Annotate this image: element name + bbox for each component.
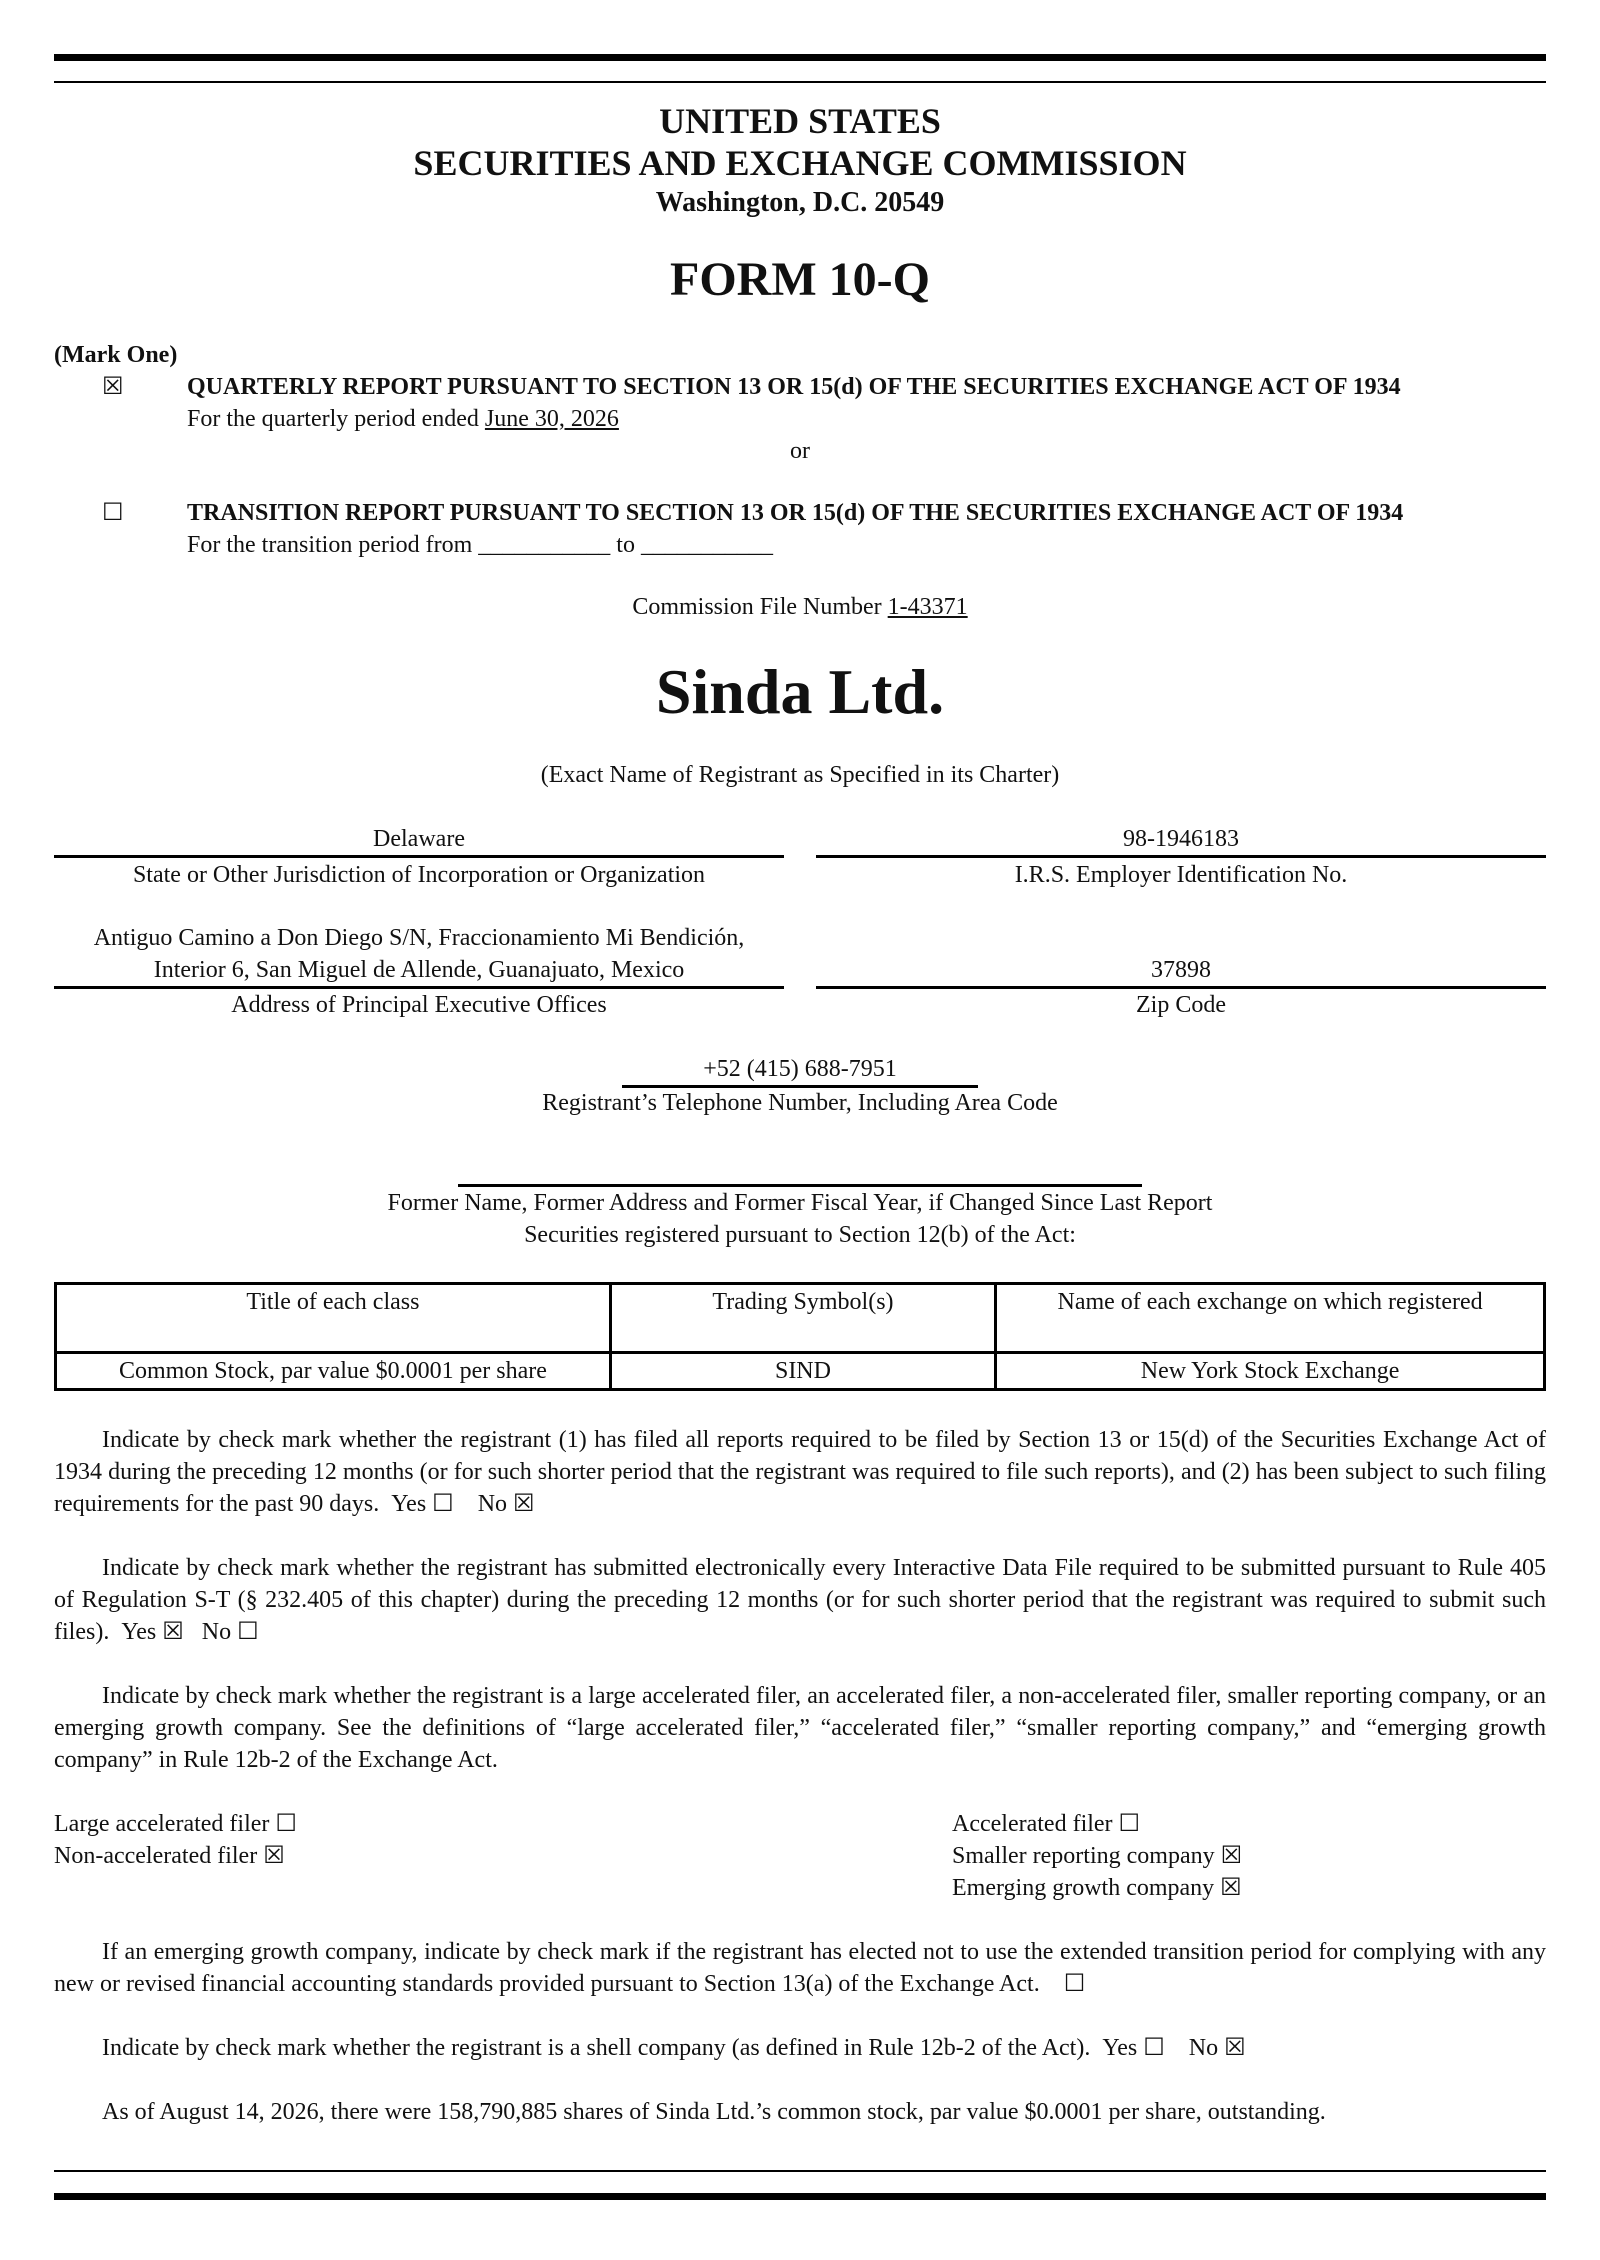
state-underline: [54, 855, 784, 858]
quarterly-checkbox[interactable]: ☒: [102, 374, 124, 400]
yes-checkbox[interactable]: Yes ☐: [391, 1491, 454, 1517]
ein-value: 98-1946183: [1123, 826, 1239, 852]
emerging-growth-company[interactable]: Emerging growth company ☒: [952, 1875, 1242, 1901]
commission-number: 1-43371: [887, 594, 968, 620]
paragraph-text: Indicate by check mark whether the registrant has submitted electronically every Interactive Data File required to be submitted pursuant to Rule 405 of Regulation S-T (§ 232.405 of this chapter) during the preceding 12 months (or for such shorter period that the registrant was required to submit such files).: [54, 1555, 1546, 1645]
paragraph-shares-outstanding: [54, 2096, 1546, 2128]
commission-prefix: Commission File Number: [632, 594, 888, 620]
no-checkbox[interactable]: No ☐: [201, 1619, 259, 1645]
registrant-name: Sinda Ltd.: [655, 656, 945, 727]
bottom-thin-rule: [54, 2170, 1546, 2172]
smaller-reporting-company[interactable]: Smaller reporting company ☒: [952, 1843, 1243, 1869]
address-underline: [54, 986, 784, 989]
header-line2: SECURITIES AND EXCHANGE COMMISSION: [413, 143, 1187, 183]
paragraph-filer-type: [54, 1680, 1546, 1776]
zip-value: 37898: [1151, 957, 1211, 983]
address-line2: Interior 6, San Miguel de Allende, Guanajuato, Mexico: [153, 957, 685, 983]
securities-table: [54, 1282, 1546, 1391]
top-thin-rule: [54, 81, 1546, 83]
zip-underline: [816, 986, 1546, 989]
paragraph-transition-election: [54, 1936, 1546, 2000]
phone-caption: Registrant’s Telephone Number, Including Area Code: [542, 1090, 1058, 1116]
quarterly-period-prefix: For the quarterly period ended: [187, 406, 485, 432]
header-line1: UNITED STATES: [659, 101, 941, 141]
no-checkbox[interactable]: No ☒: [477, 1491, 535, 1517]
no-checkbox[interactable]: No ☒: [1188, 2035, 1246, 2061]
registrant-name-caption: (Exact Name of Registrant as Specified in its Charter): [540, 762, 1060, 788]
quarterly-period-line: [187, 404, 619, 434]
paragraph-periodic-reports: [54, 1424, 1546, 1520]
paragraph-text: As of August 14, 2026, there were 158,790,885 shares of Sinda Ltd.’s common stock, par value $0.0001 per share, outstanding.: [102, 2099, 1326, 2125]
state-of-incorporation: Delaware: [373, 826, 465, 852]
phone-number: +52 (415) 688-7951: [703, 1056, 897, 1082]
zip-caption: Zip Code: [1136, 992, 1226, 1018]
table-header-row: [56, 1284, 1545, 1353]
table-cell: SIND: [610, 1353, 995, 1390]
form-title: FORM 10-Q: [670, 253, 930, 306]
transition-report-title: TRANSITION REPORT PURSUANT TO SECTION 13 OR 15(d) OF THE SECURITIES EXCHANGE ACT OF 1934: [187, 500, 1404, 526]
transition-election-checkbox[interactable]: ☐: [1063, 1971, 1086, 1997]
table-header-cell: Trading Symbol(s): [610, 1284, 995, 1353]
ein-underline: [816, 855, 1546, 858]
header-line3: Washington, D.C. 20549: [655, 187, 945, 218]
mark-one-label: (Mark One): [54, 342, 178, 368]
table-cell: Common Stock, par value $0.0001 per share: [56, 1353, 611, 1390]
quarterly-report-title: QUARTERLY REPORT PURSUANT TO SECTION 13 OR 15(d) OF THE SECURITIES EXCHANGE ACT OF 1934: [187, 374, 1401, 400]
transition-checkbox[interactable]: ☐: [102, 500, 124, 526]
commission-file-number: [0, 592, 1600, 622]
yes-checkbox[interactable]: Yes ☐: [1102, 2035, 1165, 2061]
or-separator: or: [790, 438, 810, 464]
transition-period-line: For the transition period from ___________ to ___________: [187, 532, 773, 558]
yes-checkbox[interactable]: Yes ☒: [121, 1619, 184, 1645]
bottom-thick-rule: [54, 2193, 1546, 2200]
table-cell: New York Stock Exchange: [996, 1353, 1545, 1390]
paragraph-interactive-data: [54, 1552, 1546, 1648]
paragraph-text: Indicate by check mark whether the registrant is a shell company (as defined in Rule 12b-2 of the Act).: [102, 2035, 1091, 2061]
large-accelerated-filer[interactable]: Large accelerated filer ☐: [54, 1811, 297, 1837]
non-accelerated-filer[interactable]: Non-accelerated filer ☒: [54, 1843, 285, 1869]
quarterly-period-date: June 30, 2026: [484, 406, 619, 432]
table-row: [56, 1353, 1545, 1390]
address-caption: Address of Principal Executive Offices: [231, 992, 607, 1018]
ein-caption: I.R.S. Employer Identification No.: [1014, 862, 1348, 888]
securities-registered-caption: Securities registered pursuant to Section 12(b) of the Act:: [524, 1222, 1076, 1248]
top-thick-rule: [54, 54, 1546, 61]
paragraph-text: Indicate by check mark whether the registrant (1) has filed all reports required to be filed by Section 13 or 15(d) of the Securities Exchange Act of 1934 during the preceding 12 months (or for such shorter period that the registrant was required to file such reports), and (2) has been subject to such filing requirements for the past 90 days.: [54, 1427, 1546, 1517]
state-caption: State or Other Jurisdiction of Incorporation or Organization: [132, 862, 706, 888]
paragraph-text: Indicate by check mark whether the registrant is a large accelerated filer, an accelerated filer, a non-accelerated filer, smaller reporting company, or an emerging growth company. See the definitions of “large accelerated filer,” “accelerated filer,” “smaller reporting company,” and “emerging growth company” in Rule 12b-2 of the Exchange Act.: [54, 1683, 1546, 1773]
table-header-cell: Name of each exchange on which registered: [996, 1284, 1545, 1353]
address-line1: Antiguo Camino a Don Diego S/N, Fraccionamiento Mi Bendición,: [93, 925, 745, 951]
table-header-cell: Title of each class: [56, 1284, 611, 1353]
paragraph-text: If an emerging growth company, indicate by check mark if the registrant has elected not to use the extended transition period for complying with any new or revised financial accounting standards provided pursuant to Section 13(a) of the Exchange Act.: [54, 1939, 1546, 1997]
former-name-underline: [458, 1184, 1142, 1187]
former-name-caption: Former Name, Former Address and Former Fiscal Year, if Changed Since Last Report: [387, 1190, 1213, 1216]
paragraph-shell-company: [54, 2032, 1546, 2064]
accelerated-filer[interactable]: Accelerated filer ☐: [952, 1811, 1141, 1837]
